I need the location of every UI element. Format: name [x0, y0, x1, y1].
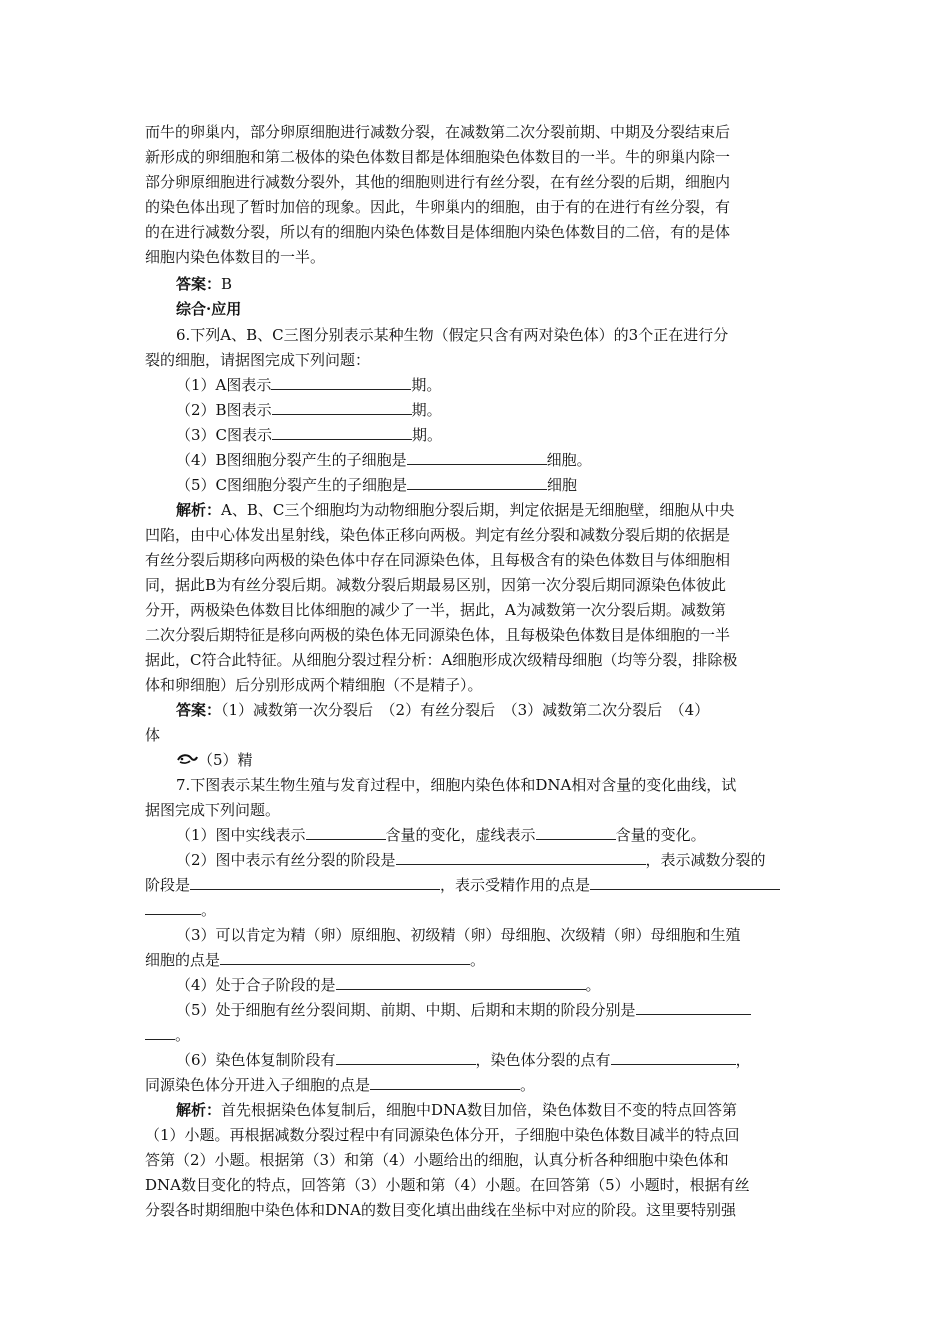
q6-analysis-line: 有丝分裂后期移向两极的染色体中存在同源染色体，且每极含有的染色体数目与体细胞相 [145, 551, 731, 569]
q6-analysis-line: 据此，C符合此特征。从细胞分裂过程分析：A细胞形成次级精母细胞（均等分裂，排除极 [145, 651, 738, 669]
q7-text: ，表示减数分裂的 [645, 851, 766, 869]
q7-analysis-line: DNA数目变化的特点，回答第（3）小题和第（4）小题。在回答第（5）小题时，根据有丝 [145, 1176, 750, 1194]
q7-text: 。 [470, 951, 486, 969]
answer-blank[interactable] [145, 1023, 175, 1040]
q7-part-1 [176, 823, 706, 847]
answer-line [176, 272, 232, 296]
q7-text: 。 [520, 1076, 536, 1094]
answer-label: 答案： [176, 701, 222, 719]
q7-analysis-line [176, 1098, 737, 1122]
q7-analysis-line: 答第（2）小题。根据第（3）和第（4）小题给出的细胞，认真分析各种细胞中染色体和 [145, 1151, 729, 1169]
q7-stem-line: 7.下图表示某生物生殖与发育过程中，细胞内染色体和DNA相对含量的变化曲线，试 [176, 776, 737, 794]
q6-item-1 [176, 373, 441, 397]
q7-text: 同源染色体分开进入子细胞的点是 [145, 1076, 371, 1094]
curled-leaf-icon [176, 751, 198, 767]
answer-label: 答案： [176, 275, 222, 293]
q7-text: 。 [585, 976, 601, 994]
answer-blank[interactable] [220, 948, 470, 965]
q6-item-suffix: 期。 [411, 401, 442, 419]
q6-item-2 [176, 398, 442, 422]
q7-text: （4）处于合子阶段的是 [176, 976, 336, 994]
q6-item-4 [176, 448, 592, 472]
q7-part-5 [176, 998, 751, 1022]
answer-value: B [221, 275, 233, 293]
q7-part-2 [145, 898, 216, 922]
q7-text: 阶段是 [145, 876, 191, 894]
q7-text: 含量的变化，虚线表示 [385, 826, 536, 844]
q6-answer-line [176, 748, 253, 772]
answer-blank[interactable] [306, 823, 386, 840]
q6-item-label: （3）C图表示 [176, 426, 273, 444]
analysis-label: 解析： [176, 1101, 222, 1119]
answer-blank[interactable] [271, 373, 411, 390]
q7-text: ，表示受精作用的点是 [440, 876, 591, 894]
q6-item-suffix: 期。 [412, 426, 443, 444]
paragraph-line: 而牛的卵巢内，部分卵原细胞进行减数分裂，在减数第二次分裂前期、中期及分裂结束后 [145, 123, 731, 141]
q6-answer-line [176, 698, 709, 722]
q7-stem-line: 据图完成下列问题。 [145, 801, 281, 819]
paragraph-line: 的在进行减数分裂，所以有的细胞内染色体数目是体细胞内染色体数目的二倍，有的是体 [145, 223, 731, 241]
q6-item-suffix: 期。 [411, 376, 442, 394]
answer-blank[interactable] [272, 423, 412, 440]
q7-part-2 [176, 848, 766, 872]
answer-text: （1）减数第一次分裂后 （2）有丝分裂后 （3）减数第二次分裂后 （4） [221, 701, 710, 719]
q7-text: 含量的变化。 [615, 826, 706, 844]
q6-item-label: （4）B图细胞分裂产生的子细胞是 [176, 451, 407, 469]
paragraph-line: 新形成的卵细胞和第二极体的染色体数目都是体细胞染色体数目的一半。牛的卵巢内除一 [145, 148, 731, 166]
q6-item-3 [176, 423, 442, 447]
answer-blank[interactable] [145, 898, 201, 915]
paragraph-line: 的染色体出现了暂时加倍的现象。因此，牛卵巢内的细胞，由于有的在进行有丝分裂，有 [145, 198, 731, 216]
q7-text: （1）图中实线表示 [176, 826, 306, 844]
answer-blank[interactable] [536, 823, 616, 840]
analysis-label: 解析： [176, 501, 222, 519]
q6-item-suffix: 细胞 [547, 476, 578, 494]
q6-analysis-line: 二次分裂后期特征是移向两极的染色体无同源染色体，且每极染色体数目是体细胞的一半 [145, 626, 731, 644]
q6-analysis-line: 凹陷，由中心体发出星射线，染色体正移向两极。判定有丝分裂和减数分裂后期的依据是 [145, 526, 731, 544]
answer-blank[interactable] [370, 1073, 520, 1090]
analysis-text: A、B、C三个细胞均为动物细胞分裂后期，判定依据是无细胞壁，细胞从中央 [221, 501, 735, 519]
q7-part-4 [176, 973, 601, 997]
q6-stem-line: 裂的细胞，请据图完成下列问题： [145, 351, 371, 369]
q6-analysis-line [176, 498, 734, 522]
paragraph-line: 部分卵原细胞进行减数分裂外，其他的细胞则进行有丝分裂，在有丝分裂的后期，细胞内 [145, 173, 731, 191]
answer-blank[interactable] [636, 998, 751, 1015]
answer-blank[interactable] [190, 873, 440, 890]
q7-part-6 [145, 1073, 535, 1097]
q7-part-5 [145, 1023, 190, 1047]
q7-text: ，染色体分裂的点有 [475, 1051, 611, 1069]
q7-part-3 [145, 948, 485, 972]
q7-text: 。 [201, 901, 217, 919]
answer-blank[interactable] [336, 973, 586, 990]
answer-blank[interactable] [611, 1048, 736, 1065]
q7-text: 细胞的点是 [145, 951, 221, 969]
q6-item-label: （2）B图表示 [176, 401, 272, 419]
q7-text: （2）图中表示有丝分裂的阶段是 [176, 851, 396, 869]
q7-text: ， [735, 1051, 751, 1069]
answer-blank[interactable] [396, 848, 646, 865]
q6-item-label: （5）C图细胞分裂产生的子细胞是 [176, 476, 408, 494]
answer-blank[interactable] [590, 873, 780, 890]
answer-text: （5）精 [198, 751, 253, 769]
q6-item-label: （1）A图表示 [176, 376, 272, 394]
q7-text: （6）染色体复制阶段有 [176, 1051, 336, 1069]
paragraph-line: 细胞内染色体数目的一半。 [145, 248, 326, 266]
q7-text: （5）处于细胞有丝分裂间期、前期、中期、后期和末期的阶段分别是 [176, 1001, 636, 1019]
q7-part-2 [145, 873, 780, 897]
q6-answer-line: 体 [145, 726, 161, 744]
q7-analysis-line: 分裂各时期细胞中染色体和DNA的数目变化填出曲线在坐标中对应的阶段。这里要特别强 [145, 1201, 736, 1219]
q6-analysis-line: 体和卵细胞）后分别形成两个精细胞（不是精子）。 [145, 676, 483, 694]
answer-blank[interactable] [407, 473, 547, 490]
q6-item-suffix: 细胞。 [546, 451, 592, 469]
q7-part-6 [176, 1048, 751, 1072]
analysis-text: 首先根据染色体复制后，细胞中DNA数目加倍，染色体数目不变的特点回答第 [221, 1101, 738, 1119]
q6-analysis-line: 分开，两极染色体数目比体细胞的减少了一半，据此，A为减数第一次分裂后期。减数第 [145, 601, 726, 619]
section-heading: 综合·应用 [176, 300, 242, 318]
q7-text: 。 [175, 1026, 191, 1044]
answer-blank[interactable] [336, 1048, 476, 1065]
q6-item-5 [176, 473, 577, 497]
q7-analysis-line: （1）小题。再根据减数分裂过程中有同源染色体分开，子细胞中染色体数目减半的特点回 [145, 1126, 740, 1144]
q6-analysis-line: 同，据此B为有丝分裂后期。减数分裂后期最易区别，因第一次分裂后期同源染色体彼此 [145, 576, 727, 594]
q7-part-3: （3）可以肯定为精（卵）原细胞、初级精（卵）母细胞、次级精（卵）母细胞和生殖 [176, 926, 741, 944]
answer-blank[interactable] [272, 398, 412, 415]
q6-stem-line: 6.下列A、B、C三图分别表示某种生物（假定只含有两对染色体）的3个正在进行分 [176, 326, 729, 344]
answer-blank[interactable] [407, 448, 547, 465]
